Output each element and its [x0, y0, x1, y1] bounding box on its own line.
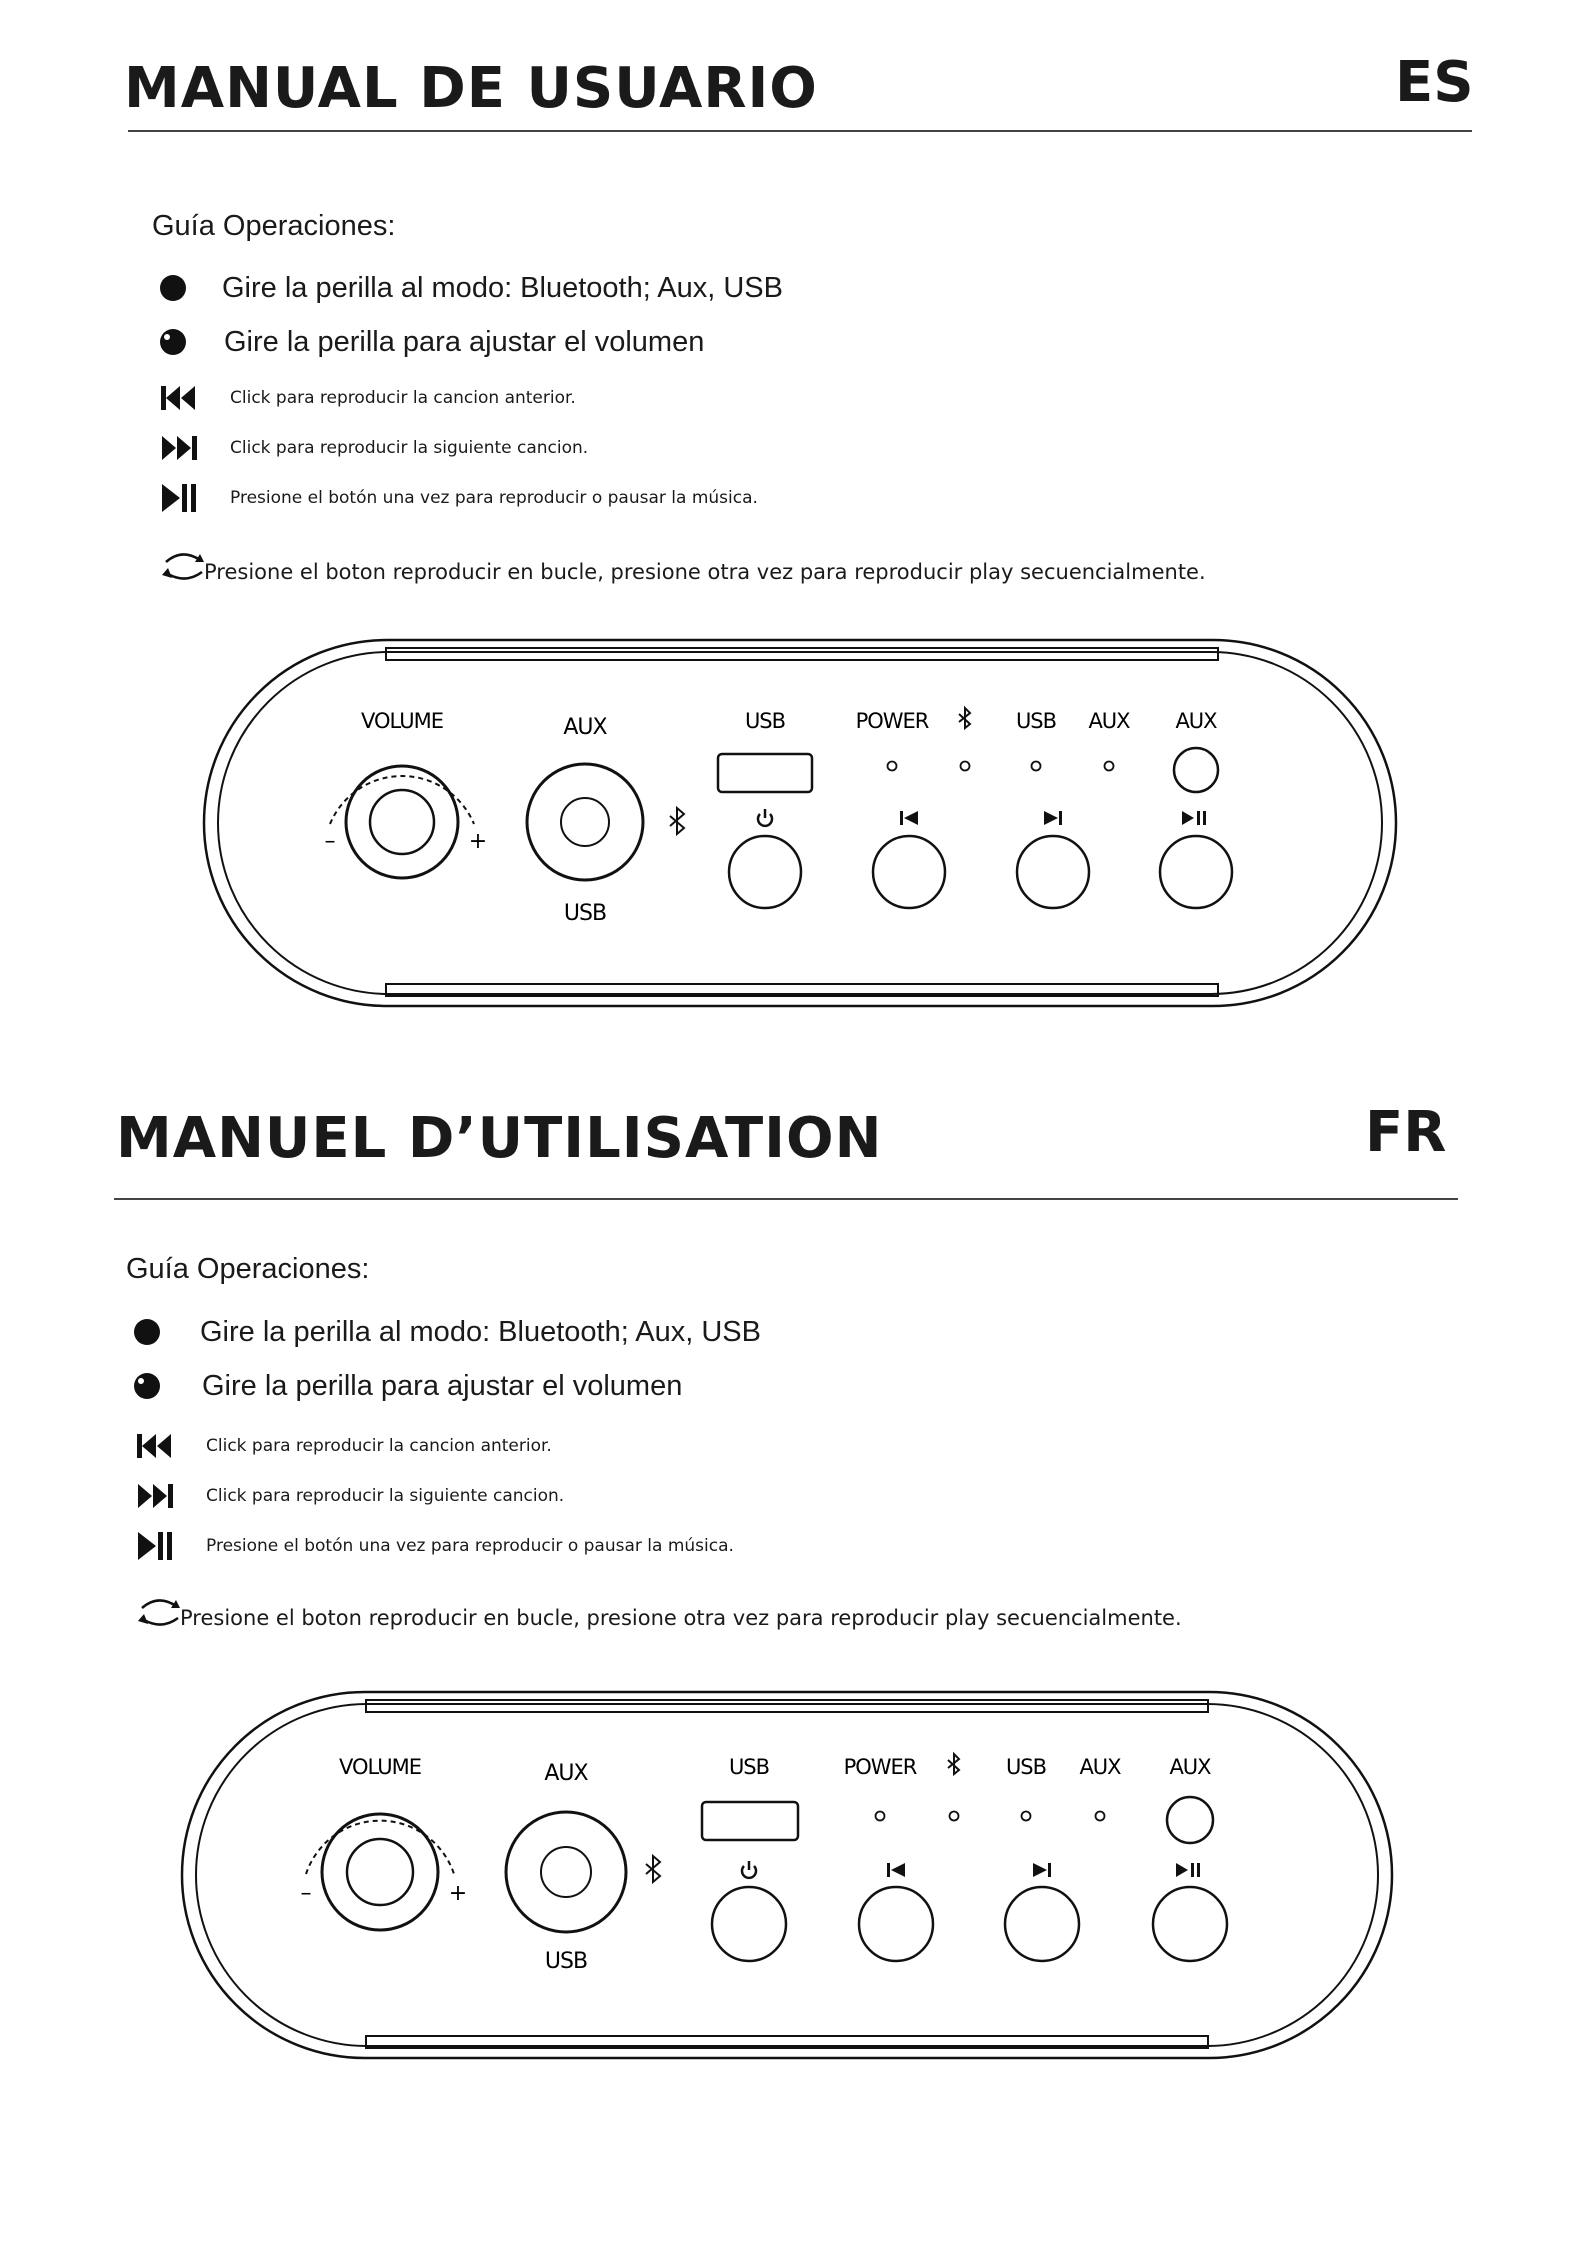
header-rule: [128, 130, 1472, 132]
usb-led: [1032, 762, 1041, 771]
mode-knob-icon: [160, 275, 186, 301]
usb-led: [1022, 1812, 1031, 1821]
mode-knob[interactable]: [527, 764, 643, 880]
next-track-icon: [160, 434, 198, 462]
usb-port-label: USB: [728, 1755, 770, 1779]
instruction-text: Click para reproducir la cancion anterior.: [230, 388, 576, 408]
next-button[interactable]: [1017, 836, 1089, 908]
aux-knob-label: AUX: [563, 715, 607, 740]
play-pause-icon: [136, 1530, 174, 1562]
previous-track-icon: [136, 1432, 174, 1460]
bluetooth-led-icon: [948, 1754, 959, 1774]
mode-knob[interactable]: [506, 1812, 626, 1932]
loop-text: Presione el boton reproducir en bucle, presione otra vez para reproducir play secuencialmente.: [180, 1606, 1182, 1630]
power-icon: [758, 809, 772, 826]
usb-led-label: USB: [1015, 709, 1057, 733]
instruction-mode-knob: [134, 1312, 761, 1352]
control-panel-diagram: [200, 636, 1400, 1020]
aux-port-label: AUX: [1175, 709, 1217, 733]
power-button[interactable]: [712, 1887, 786, 1961]
bluetooth-icon: [646, 1856, 660, 1882]
aux-port[interactable]: [1174, 748, 1218, 792]
play-pause-icon: [160, 482, 198, 514]
volume-knob-cap: [370, 790, 434, 854]
volume-knob-icon: [132, 1370, 164, 1402]
usb-port[interactable]: [718, 754, 812, 792]
volume-knob-cap: [347, 1839, 413, 1905]
aux-led-label: AUX: [1088, 709, 1130, 733]
previous-track-icon: [900, 811, 918, 825]
instruction-text: Gire la perilla al modo: Bluetooth; Aux, USB: [200, 1315, 761, 1348]
instruction-text: Click para reproducir la siguiente cancion.: [230, 438, 589, 458]
power-led: [876, 1812, 885, 1821]
instruction-next: [160, 430, 588, 466]
usb-port[interactable]: [702, 1802, 798, 1840]
guide-title: Guía Operaciones:: [152, 210, 396, 242]
power-led: [888, 762, 897, 771]
power-led-label: POWER: [855, 709, 929, 733]
previous-button[interactable]: [873, 836, 945, 908]
instruction-play-pause: [136, 1526, 734, 1566]
instruction-text: Gire la perilla para ajustar el volumen: [224, 325, 705, 358]
bluetooth-led: [950, 1812, 959, 1821]
usb-led-label: USB: [1005, 1755, 1047, 1779]
usb-knob-label: USB: [563, 901, 607, 926]
instruction-text: Click para reproducir la siguiente cancion.: [206, 1486, 565, 1506]
instruction-text: Presione el botón una vez para reproducir o pausar la música.: [230, 488, 758, 508]
usb-port-label: USB: [744, 709, 786, 733]
control-panel-svg: [200, 636, 1400, 1016]
usb-knob-label: USB: [544, 1949, 588, 1974]
play-pause-button[interactable]: [1160, 836, 1232, 908]
instruction-text: Presione el botón una vez para reproducir o pausar la música.: [206, 1536, 734, 1556]
play-pause-icon: [1176, 1863, 1200, 1877]
instruction-text: Gire la perilla al modo: Bluetooth; Aux, USB: [222, 271, 783, 304]
section-title: MANUEL D’UTILISATION: [116, 1106, 883, 1171]
instruction-text: Click para reproducir la cancion anterior.: [206, 1436, 552, 1456]
previous-button[interactable]: [859, 1887, 933, 1961]
aux-led: [1105, 762, 1114, 771]
instruction-previous: [160, 380, 576, 416]
aux-led-label: AUX: [1079, 1755, 1121, 1779]
play-pause-icon: [1182, 811, 1206, 825]
instruction-next: [136, 1478, 564, 1514]
section-title: MANUAL DE USUARIO: [124, 56, 818, 121]
mode-knob-cap: [541, 1847, 591, 1897]
instruction-loop: [160, 546, 1206, 586]
next-button[interactable]: [1005, 1887, 1079, 1961]
power-button[interactable]: [729, 836, 801, 908]
next-track-icon: [1033, 1863, 1051, 1877]
header-rule: [114, 1198, 1458, 1200]
control-panel-diagram: [178, 1688, 1398, 2072]
bluetooth-led-icon: [959, 708, 970, 728]
aux-port[interactable]: [1167, 1797, 1213, 1843]
power-icon: [742, 1861, 756, 1878]
instruction-volume-knob: [158, 322, 704, 362]
volume-knob-icon: [158, 326, 190, 358]
aux-port-label: AUX: [1169, 1755, 1211, 1779]
bluetooth-led: [961, 762, 970, 771]
volume-plus-label: +: [468, 829, 488, 854]
next-track-icon: [1044, 811, 1062, 825]
play-pause-button[interactable]: [1153, 1887, 1227, 1961]
language-code: ES: [1395, 50, 1474, 115]
instruction-text: Gire la perilla para ajustar el volumen: [202, 1369, 683, 1402]
power-led-label: POWER: [843, 1755, 917, 1779]
volume-label: VOLUME: [339, 1755, 421, 1779]
loop-icon: [160, 546, 208, 586]
volume-minus-label: –: [300, 1881, 312, 1906]
aux-knob-label: AUX: [544, 1761, 588, 1786]
instruction-volume-knob: [132, 1366, 682, 1406]
instruction-play-pause: [160, 478, 758, 518]
aux-led: [1096, 1812, 1105, 1821]
guide-title: Guía Operaciones:: [126, 1253, 370, 1285]
volume-knob[interactable]: [346, 766, 458, 878]
volume-minus-label: –: [324, 829, 336, 854]
loop-text: Presione el boton reproducir en bucle, presione otra vez para reproducir play secuencialmente.: [204, 560, 1206, 584]
next-track-icon: [136, 1482, 174, 1510]
control-panel-svg: [178, 1688, 1398, 2068]
language-code: FR: [1365, 1100, 1447, 1165]
loop-icon: [136, 1592, 184, 1632]
mode-knob-icon: [134, 1319, 160, 1345]
instruction-loop: [136, 1592, 1182, 1632]
instruction-mode-knob: [160, 268, 783, 308]
mode-knob-cap: [561, 798, 609, 846]
previous-track-icon: [160, 384, 198, 412]
bluetooth-icon: [670, 808, 684, 834]
volume-label: VOLUME: [361, 709, 443, 733]
volume-knob[interactable]: [322, 1814, 438, 1930]
previous-track-icon: [887, 1863, 905, 1877]
volume-plus-label: +: [448, 1881, 468, 1906]
instruction-previous: [136, 1428, 552, 1464]
